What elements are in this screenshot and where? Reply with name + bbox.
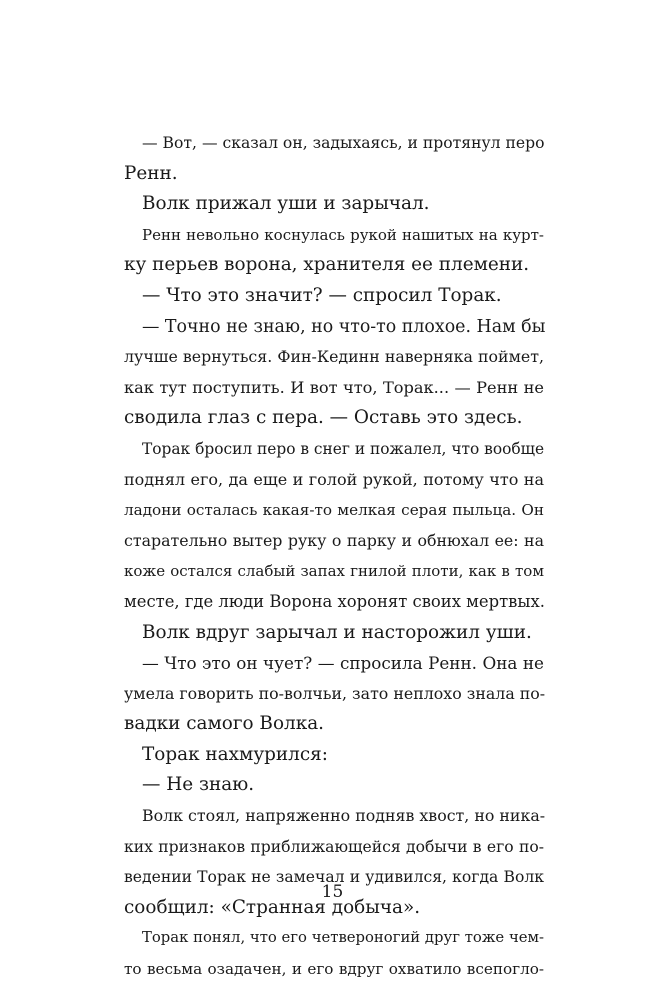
text-line: ку перьев ворона, хранителя ее племени. — [124, 254, 530, 276]
page-number: 15 — [321, 882, 344, 902]
text-line: как тут поступить. И вот что, Торак... — Ренн не — [124, 377, 544, 397]
text-line: ладони осталась какая-то мелкая серая пыльца. Он — [124, 501, 544, 520]
text-line: Торак нахмурился: — [142, 743, 328, 765]
text-line: старательно вытер руку о парку и обнюхал ее: на — [124, 530, 544, 550]
text-line: вадки самого Волка. — [124, 713, 325, 735]
text-line: Торак бросил перо в снег и пожалел, что вообще — [142, 439, 545, 458]
text-line: — Не знаю. — [142, 774, 255, 796]
text-line: ведении Торак не замечал и удивился, когда Волк — [124, 868, 544, 887]
text-line: то весьма озадачен, и его вдруг охватило всепогло- — [124, 960, 544, 979]
text-line: Ренн невольно коснулась рукой нашитых на курт- — [142, 225, 544, 244]
text-line: — Что это значит? — спросил Торак. — [142, 284, 502, 306]
text-line: — Вот, — сказал он, задыхаясь, и протянул перо — [142, 134, 545, 152]
text-line: ких признаков приближающейся добычи в его по- — [124, 837, 544, 856]
text-line: поднял его, да еще и голой рукой, потому что на — [124, 469, 544, 489]
text-line: месте, где люди Ворона хоронят своих мертвых. — [124, 591, 545, 611]
text-line: Волк вдруг зарычал и насторожил уши. — [142, 621, 532, 643]
text-line: лучше вернуться. Фин-Кединн наверняка поймет, — [124, 347, 544, 367]
text-line: сводила глаз с пера. — Оставь это здесь. — [124, 407, 523, 429]
text-line: сообщил: «Странная добыча». — [124, 896, 421, 918]
text-line: Торак понял, что его четвероногий друг тоже чем- — [142, 929, 544, 947]
page-body-text — [124, 128, 544, 985]
text-line: Волк прижал уши и зарычал. — [142, 193, 430, 215]
text-line: Ренн. — [124, 162, 178, 184]
text-line: Волк стоял, напряженно подняв хвост, но ника- — [142, 806, 546, 826]
text-line: умела говорить по-волчьи, зато неплохо знала по- — [124, 683, 546, 703]
text-line: — Точно не знаю, но что-то плохое. Нам бы — [142, 316, 546, 337]
text-line: коже остался слабый запах гнилой плоти, как в том — [124, 562, 544, 581]
text-line: — Что это он чует? — спросила Ренн. Она не — [142, 653, 544, 674]
